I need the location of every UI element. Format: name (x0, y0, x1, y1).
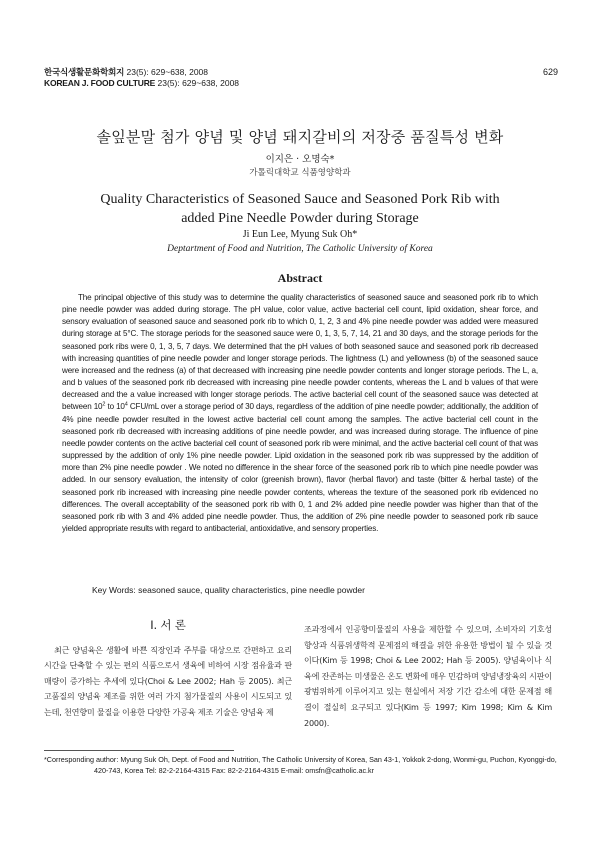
journal-name-ko: 한국식생활문화학회지 (44, 67, 125, 77)
title-korean: 솔잎분말 첨가 양념 및 양념 돼지갈비의 저장중 품질특성 변화 (96, 128, 504, 146)
body-column-left (44, 618, 292, 721)
abstract-text-3: CFU/mL over a storage period of 30 days, regardless of the addition of pine needle powder; additionally, the addition of 4% pine needle powder resulted in the lowest active bacterial cell count among the samples. The active bacterial cell count in the seasoned pork rib decreased with increasing additions of pine needle powder, and was increased during storage. The influence of pine needle powder contents on the active bacterial cell count of seasoned pork rib were minimal, and the active bacterial cell count of that was suppressed by the addition of only 1% pine needle powder. Lipid oxidation in the seasoned pork rib was suppressed by the addition of more than 2% pine needle powder . We noted no difference in the shear force of the seasoned pork rib to which pine needle powder was added. In our sensory evaluation, the intensity of color (greenish brown), flavor (herbal flavor) and taste (bitter & herbal taste) of the seasoned pork rib increased with increasing pine needle powder contents, whereas the texture of the seasoned pork rib evidenced no differences. The overall acceptability of the seasoned pork rib with 0, 1 and 2% added pine needle powder was higher than that of the seasoned pork rib with 3 and 4% added pine needle powder. Thus, the addition of 2% pine needle powder to seasoned pork rib sauce yielded appropriate results with regard to antibacterial, antioxidative, and sensory properties. (62, 402, 538, 533)
body-column-right (304, 622, 552, 731)
journal-name-en: KOREAN J. FOOD CULTURE (44, 78, 156, 88)
keywords: Key Words: seasoned sauce, quality characteristics, pine needle powder (92, 585, 365, 595)
superscript-exponent: 4 (124, 401, 128, 408)
section-heading-introduction: I. 서 론 (150, 618, 186, 632)
journal-header (44, 67, 239, 89)
affiliation-english: Deptartment of Food and Nutrition, The Catholic University of Korea (167, 244, 433, 254)
title-english-line-2: added Pine Needle Powder during Storage (181, 211, 419, 226)
abstract-text-2: to 10 (105, 402, 125, 412)
footnote-divider (44, 750, 234, 751)
abstract-paragraph (62, 292, 538, 535)
abstract-text-1: The principal objective of this study was to determine the quality characteristics of seasoned sauce and seasoned pork rib to which pine needle powder was added during storage. The pH value, color value, active bacterial cell count, lipid oxidation, shear force, and sensory evaluation of seasoned sauce and seasoned pork rib to which 0, 1, 2, 3 and 4% pine needle powder was added were measured during storage at 5°C. The storage periods for the seasoned sauce were 0, 1, 3, 5, 7, 14, 21 and 30 days, and the storage periods for the seasoned pork ribs were 0, 1, 3, 5, 7 days. We determined that the pH values of both seasoned sauce and seasoned pork rib decreased with increasing quantities of pine needle powder and longer storage periods. The lightness (L) and yellowness (b) of the seasoned sauce were increased and the redness (a) of that decreased with increasing pine needle powder contents and longer storage periods. The L, a, and b values of the seasoned pork rib decreased with increasing pine needle powder contents, whereas the L and b values of that were decreased and the a value increased with longer storage periods. The active bacterial cell count of the seasoned sauce was detected at between 10 (62, 293, 538, 412)
abstract-body (62, 292, 538, 535)
title-english-line-1: Quality Characteristics of Seasoned Sauce and Seasoned Pork Rib with (100, 192, 500, 207)
journal-ref-en: 23(5): 629~638, 2008 (155, 78, 240, 88)
page-number: 629 (542, 67, 558, 77)
intro-paragraph-left: 최근 양념육은 생활에 바쁜 직장인과 주부를 대상으로 간편하고 요리시간을 단축할 수 있는 편의 식품으로서 생육에 비하여 시장 점유율과 판매량이 증가하는 추세에 있다(Choi & Lee 2002; Hah 등 2005). 최근 고품질의 양념육 제조를 위한 여러 가지 첨가물질의 사용이 시도되고 있는데, 천연향미 물질을 이용한 다양한 가공육 제조 기술은 양념육 제 (44, 644, 292, 717)
authors-english: Ji Eun Lee, Myung Suk Oh* (242, 229, 358, 240)
superscript-exponent: 2 (102, 401, 106, 408)
footnote-text: *Corresponding author: Myung Suk Oh, Dept. of Food and Nutrition, The Catholic University of Korea, San 43-1, Yokkok 2-dong, Wonmi-gu, Puchon, Kyonggi-do, 420-743, Korea Tel: 82-2-2164-4315 Fax: 82-2-2164-4315 E-mail: omsfn@catholic.ac.kr (44, 755, 557, 775)
affiliation-korean: 가톨릭대학교 식품영양학과 (249, 168, 351, 178)
authors-korean: 이지은 · 오명숙* (265, 154, 335, 165)
journal-ref-ko: 23(5): 629~638, 2008 (124, 67, 209, 77)
title-english (0, 190, 600, 228)
footnote-corresponding-author (44, 755, 559, 776)
abstract-heading: Abstract (277, 271, 323, 285)
intro-paragraph-right: 조과정에서 인공향미물질의 사용을 제한할 수 있으며, 소비자의 기호성 향상과 식품위생학적 문제점의 해결을 위한 유용한 방법이 될 수 있을 것이다(Kim 등 1998; Choi & Lee 2002; Hah 등 2005). 양념육이나 식육에 잔존하는 미생물은 온도 변화에 매우 민감하며 양념냉장육의 시판이 광범위하게 이루어지고 있는 현실에서 저장 기간 감소에 대한 문제점 해결이 절실히 요구되고 있다(Kim 등 1997; Kim 1998; Kim & Kim 2000). (304, 624, 552, 728)
